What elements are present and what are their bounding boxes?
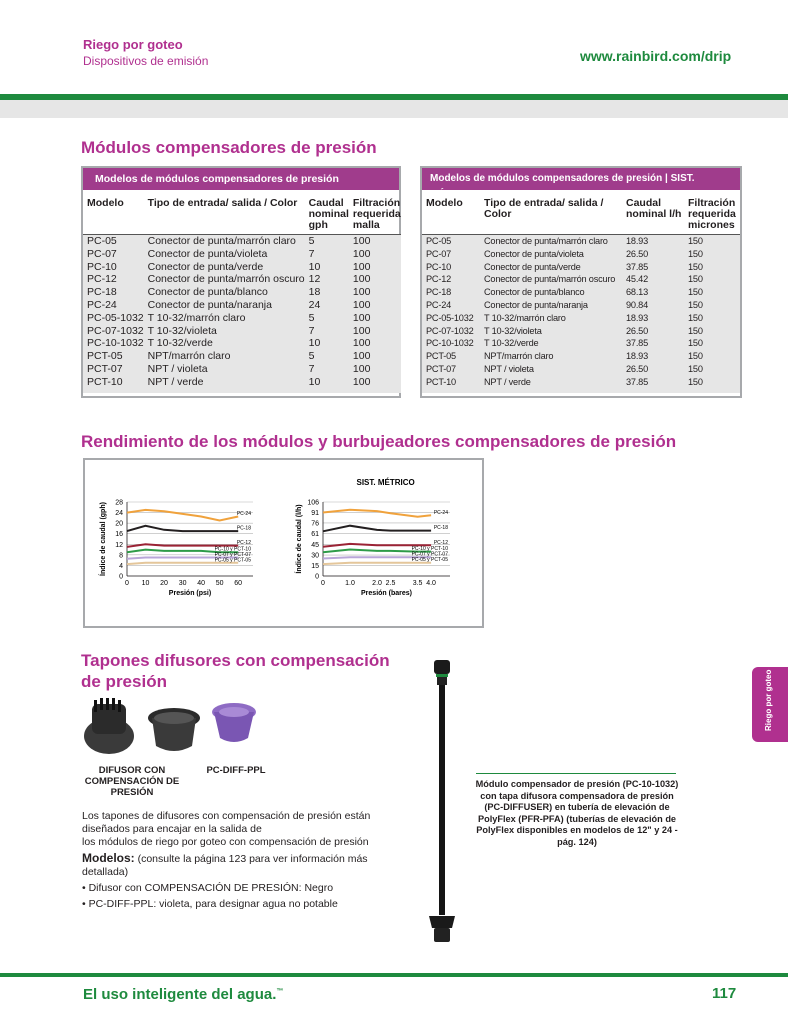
- models-reference: (consulte la página 123 para ver información más detallada): [82, 853, 368, 878]
- model-cell: PC-10: [87, 260, 117, 273]
- y-tick-label: 16: [115, 531, 123, 539]
- filter-cell: 150: [688, 248, 703, 259]
- polyflex-riser-tube: [439, 685, 445, 915]
- x-tick-label: 40: [197, 580, 206, 587]
- trademark: ™: [276, 988, 284, 995]
- filter-cell: 150: [688, 299, 703, 310]
- series-label: PC-12: [236, 540, 251, 547]
- section-title-performance: Rendimiento de los módulos y burbujeadores compensadores de presión: [81, 432, 677, 451]
- filter-cell: 100: [352, 273, 371, 286]
- type-cell: T 10-32/violeta: [484, 325, 542, 336]
- model-cell: PC-07: [87, 247, 117, 260]
- x-tick-label: 4.0: [426, 580, 436, 587]
- type-cell: Conector de punta/violeta: [147, 247, 268, 260]
- table-row: [83, 337, 401, 350]
- type-cell: T 10-32/verde: [147, 337, 213, 350]
- flow-cell: 7: [308, 324, 315, 337]
- y-tick-label: 0: [119, 573, 123, 581]
- type-cell: Conector de punta/verde: [484, 261, 581, 272]
- flow-cell: 18: [308, 286, 321, 299]
- section-title-diffusers-line2: de presión: [81, 672, 167, 691]
- table-row: [422, 286, 740, 299]
- type-cell: Conector de punta/violeta: [484, 248, 584, 259]
- table-metric-heading: Modelos de módulos compensadores de presión | SIST. MÉTRICO: [422, 168, 740, 190]
- filter-cell: 150: [688, 287, 703, 298]
- filter-cell: 150: [688, 236, 703, 246]
- models-label: Modelos:: [82, 851, 135, 865]
- table-us-grid: [83, 190, 401, 393]
- y-tick-label: 28: [115, 499, 123, 507]
- x-tick-label: 0: [321, 580, 325, 587]
- type-cell: NPT / violeta: [147, 362, 208, 375]
- flow-cell: 45.42: [626, 274, 648, 285]
- x-tick-label: 10: [141, 580, 150, 587]
- filter-cell: 100: [352, 247, 371, 260]
- description-p2: los módulos de riego por goteo con compensación de presión: [82, 836, 369, 848]
- x-tick-label: 1.0: [345, 580, 355, 587]
- filter-cell: 100: [352, 298, 371, 311]
- type-cell: Conector de punta/marrón claro: [147, 235, 296, 247]
- flow-cell: 5: [308, 311, 315, 324]
- table-row: [83, 273, 401, 286]
- model-cell: PCT-05: [87, 350, 123, 363]
- series-label: PC-24: [433, 509, 448, 516]
- model-cell: PC-10: [426, 261, 452, 272]
- filter-cell: 100: [352, 350, 371, 363]
- filter-cell: 100: [352, 311, 371, 324]
- section-title-diffusers-line1: Tapones difusores con compensación: [81, 651, 390, 670]
- y-tick-label: 8: [119, 552, 123, 560]
- flow-cell: 26.50: [626, 248, 648, 259]
- riser-caption: Módulo compensador de presión (PC-10-1032) con tapa difusora compensadora de presión (PC-DIFFUSER) en tubería de elevación de PolyFlex (PFR-PFA) (tuberías de elevación de PolyFlex disponibles en modelos de 12" y 24 - pág. 124): [475, 779, 679, 847]
- table-row: [83, 261, 401, 274]
- caption-purple-diffuser: PC-DIFF-PPL: [206, 765, 266, 776]
- side-tab-label: Riego por goteo: [764, 669, 773, 731]
- green-module-ring: [436, 674, 448, 677]
- table-row: [83, 299, 401, 312]
- model-cell: PCT-07: [87, 362, 123, 375]
- series-line: [127, 526, 238, 531]
- filter-cell: 150: [688, 274, 703, 285]
- footer-slogan-text: El uso inteligente del agua.: [83, 986, 277, 1003]
- y-axis-label: Índice de caudal (gph): [100, 502, 107, 576]
- y-tick-label: 30: [311, 552, 319, 560]
- series-line: [323, 510, 431, 517]
- side-tab[interactable]: [752, 667, 788, 742]
- filter-cell: 150: [688, 376, 703, 387]
- y-axis-label: Índice de caudal (l/h): [296, 504, 303, 574]
- model-cell: PCT-10: [426, 376, 456, 387]
- flow-cell: 68.13: [626, 287, 648, 298]
- description-text: [82, 810, 402, 849]
- model-cell: PC-10-1032: [87, 337, 144, 350]
- performance-charts: [83, 458, 484, 628]
- x-tick-label: 0: [125, 580, 129, 587]
- flow-cell: 90.84: [626, 299, 648, 310]
- flow-cell: 7: [308, 247, 315, 260]
- filter-cell: 100: [352, 324, 371, 337]
- section-title-modules: Módulos compensadores de presión: [81, 138, 377, 157]
- filter-cell: 150: [688, 312, 703, 323]
- table-row: [83, 376, 401, 389]
- col-model: Modelo: [422, 190, 480, 235]
- filter-cell: 150: [688, 363, 703, 374]
- x-tick-label: 20: [160, 580, 168, 587]
- series-label: PC-10 y PCT-10: [214, 546, 251, 553]
- flow-cell: 37.85: [626, 261, 648, 272]
- table-row: [83, 350, 401, 363]
- y-tick-label: 106: [307, 499, 319, 507]
- table-row: [422, 363, 740, 376]
- x-tick-label: 50: [215, 580, 224, 587]
- filter-cell: 150: [688, 338, 703, 349]
- y-tick-label: 76: [311, 520, 319, 528]
- models-list-item: • Difusor con COMPENSACIÓN DE PRESIÓN: Negro: [82, 882, 334, 894]
- flow-cell: 18.93: [626, 312, 648, 323]
- series-label: PC-12: [433, 539, 448, 546]
- filter-cell: 100: [352, 286, 371, 299]
- flow-cell: 37.85: [626, 376, 648, 387]
- y-tick-label: 45: [311, 542, 319, 550]
- section-title-diffusers: [81, 650, 390, 692]
- y-tick-label: 0: [315, 573, 319, 581]
- y-tick-label: 4: [119, 562, 123, 570]
- diffuser-product-images: [82, 698, 272, 758]
- series-label: PC-18: [433, 525, 448, 532]
- model-cell: PC-10-1032: [426, 338, 474, 349]
- table-us: [81, 166, 401, 398]
- table-metric: [420, 166, 742, 398]
- table-row: [422, 312, 740, 325]
- table-row: [83, 235, 401, 248]
- type-cell: T 10-32/verde: [484, 338, 539, 349]
- filter-cell: 100: [352, 362, 371, 375]
- type-cell: NPT / verde: [484, 376, 531, 387]
- type-cell: Conector de punta/verde: [147, 260, 264, 273]
- model-cell: PC-07-1032: [426, 325, 474, 336]
- table-row: [83, 286, 401, 299]
- x-tick-label: 2.5: [385, 580, 396, 587]
- model-cell: PC-12: [426, 274, 452, 285]
- col-filter: Filtración requerida micrones: [684, 190, 740, 235]
- header-band: [0, 100, 788, 118]
- col-type: Tipo de entrada/ salida / Color: [480, 190, 622, 235]
- x-tick-label: 3.5: [412, 580, 423, 587]
- flow-cell: 26.50: [626, 363, 648, 374]
- header-subcategory: Dispositivos de emisión: [83, 54, 209, 68]
- footer-divider: [0, 973, 788, 977]
- header-url[interactable]: www.rainbird.com/drip: [580, 48, 732, 64]
- x-axis-label: Presión (bares): [361, 590, 412, 597]
- filter-cell: 100: [352, 235, 371, 247]
- model-cell: PCT-07: [426, 363, 456, 374]
- model-cell: PC-05-1032: [426, 312, 474, 323]
- table-row: [422, 325, 740, 338]
- table-row: [422, 261, 740, 274]
- table-row: [83, 312, 401, 325]
- flow-cell: 5: [308, 350, 315, 363]
- model-cell: PC-05: [426, 236, 452, 246]
- series-line: [127, 510, 238, 521]
- flow-cell: 10: [308, 375, 321, 388]
- series-label: PC-24: [236, 511, 251, 518]
- models-note: [82, 852, 382, 879]
- diffuser-cap-image: [434, 660, 450, 674]
- series-line: [323, 526, 431, 532]
- type-cell: T 10-32/marrón claro: [147, 311, 246, 324]
- table-row: [83, 363, 401, 376]
- model-cell: PC-07: [426, 248, 452, 259]
- chart-title: SIST. MÉTRICO: [356, 478, 415, 487]
- series-label: PC-10 y PCT-10: [411, 546, 448, 553]
- y-tick-label: 24: [115, 510, 123, 518]
- series-label: PC-07 y PCT-07: [214, 552, 251, 558]
- type-cell: Conector de punta/blanco: [484, 287, 585, 298]
- model-cell: PC-24: [87, 298, 117, 311]
- table-row: [422, 248, 740, 261]
- col-model: Modelo: [83, 190, 144, 235]
- header-category: Riego por goteo: [83, 37, 183, 52]
- description-p1: Los tapones de difusores con compensación de presión están diseñados para encajar en la salida de: [82, 810, 371, 835]
- series-label: PC-18: [236, 525, 251, 532]
- filter-cell: 100: [352, 260, 371, 273]
- riser-assembly-image: [425, 658, 460, 950]
- series-label: PC-05 y PCT-05: [214, 557, 251, 564]
- table-row: [422, 235, 740, 248]
- type-cell: Conector de punta/naranja: [147, 298, 272, 311]
- footer-slogan: [83, 986, 283, 1003]
- flow-cell: 18.93: [626, 236, 648, 246]
- y-tick-label: 15: [311, 563, 319, 571]
- flow-cell: 10: [308, 260, 321, 273]
- caption-rule: [476, 773, 676, 774]
- y-tick-label: 61: [311, 530, 319, 538]
- model-cell: PC-07-1032: [87, 324, 144, 337]
- type-cell: Conector de punta/marrón claro: [484, 236, 608, 246]
- model-cell: PCT-05: [426, 351, 456, 362]
- flow-cell: 10: [308, 337, 321, 350]
- col-flow: Caudal nominal l/h: [622, 190, 684, 235]
- model-cell: PC-18: [426, 287, 452, 298]
- x-tick-label: 60: [234, 580, 243, 587]
- col-flow: Caudal nominal gph: [305, 190, 349, 235]
- flow-cell: 24: [308, 298, 321, 311]
- flow-cell: 12: [308, 273, 321, 286]
- table-metric-grid: [422, 190, 740, 393]
- table-us-heading: Modelos de módulos compensadores de presión: [83, 168, 399, 190]
- models-list-item: • PC-DIFF-PPL: violeta, para designar agua no potable: [82, 898, 338, 910]
- model-cell: PC-24: [426, 299, 452, 310]
- table-row: [422, 376, 740, 389]
- type-cell: NPT/marrón claro: [147, 350, 231, 363]
- x-tick-label: 30: [178, 580, 187, 587]
- riser-base-image: [429, 916, 455, 928]
- caption-black-diffuser: DIFUSOR CON COMPENSACIÓN DE PRESIÓN: [84, 765, 180, 798]
- model-cell: PC-05-1032: [87, 311, 144, 324]
- col-filter: Filtración requerida malla: [349, 190, 401, 235]
- filter-cell: 100: [352, 375, 371, 388]
- flow-cell: 26.50: [626, 325, 648, 336]
- model-cell: PC-05: [87, 235, 117, 247]
- type-cell: T 10-32/violeta: [147, 324, 217, 337]
- flow-cell: 5: [308, 235, 315, 247]
- flow-cell: 7: [308, 362, 315, 375]
- series-label: PC-07 y PCT-07: [411, 551, 448, 558]
- col-type: Tipo de entrada/ salida / Color: [144, 190, 305, 235]
- model-cell: PCT-10: [87, 375, 123, 388]
- models-list: [82, 882, 402, 911]
- type-cell: NPT/marrón claro: [484, 351, 554, 362]
- performance-charts-svg: [85, 460, 482, 626]
- type-cell: NPT / verde: [147, 375, 204, 388]
- type-cell: Conector de punta/marrón oscuro: [147, 273, 305, 286]
- y-tick-label: 20: [115, 520, 123, 528]
- model-cell: PC-12: [87, 273, 117, 286]
- type-cell: Conector de punta/marrón oscuro: [484, 274, 616, 285]
- type-cell: NPT / violeta: [484, 363, 534, 374]
- series-label: PC-05 y PCT-05: [411, 557, 448, 564]
- x-tick-label: 2.0: [372, 580, 382, 587]
- table-row: [422, 273, 740, 286]
- table-row: [422, 337, 740, 350]
- filter-cell: 150: [688, 261, 703, 272]
- table-row: [422, 299, 740, 312]
- model-cell: PC-18: [87, 286, 117, 299]
- flow-cell: 37.85: [626, 338, 648, 349]
- type-cell: T 10-32/marrón claro: [484, 312, 566, 323]
- table-row: [83, 325, 401, 338]
- table-row: [422, 350, 740, 363]
- flow-cell: 18.93: [626, 351, 648, 362]
- y-tick-label: 12: [115, 541, 123, 549]
- page-number: 117: [712, 985, 737, 1002]
- filter-cell: 150: [688, 325, 703, 336]
- type-cell: Conector de punta/naranja: [484, 299, 588, 310]
- filter-cell: 100: [352, 337, 371, 350]
- table-row: [83, 248, 401, 261]
- type-cell: Conector de punta/blanco: [147, 286, 268, 299]
- filter-cell: 150: [688, 351, 703, 362]
- x-axis-label: Presión (psi): [168, 590, 212, 597]
- y-tick-label: 91: [311, 509, 319, 517]
